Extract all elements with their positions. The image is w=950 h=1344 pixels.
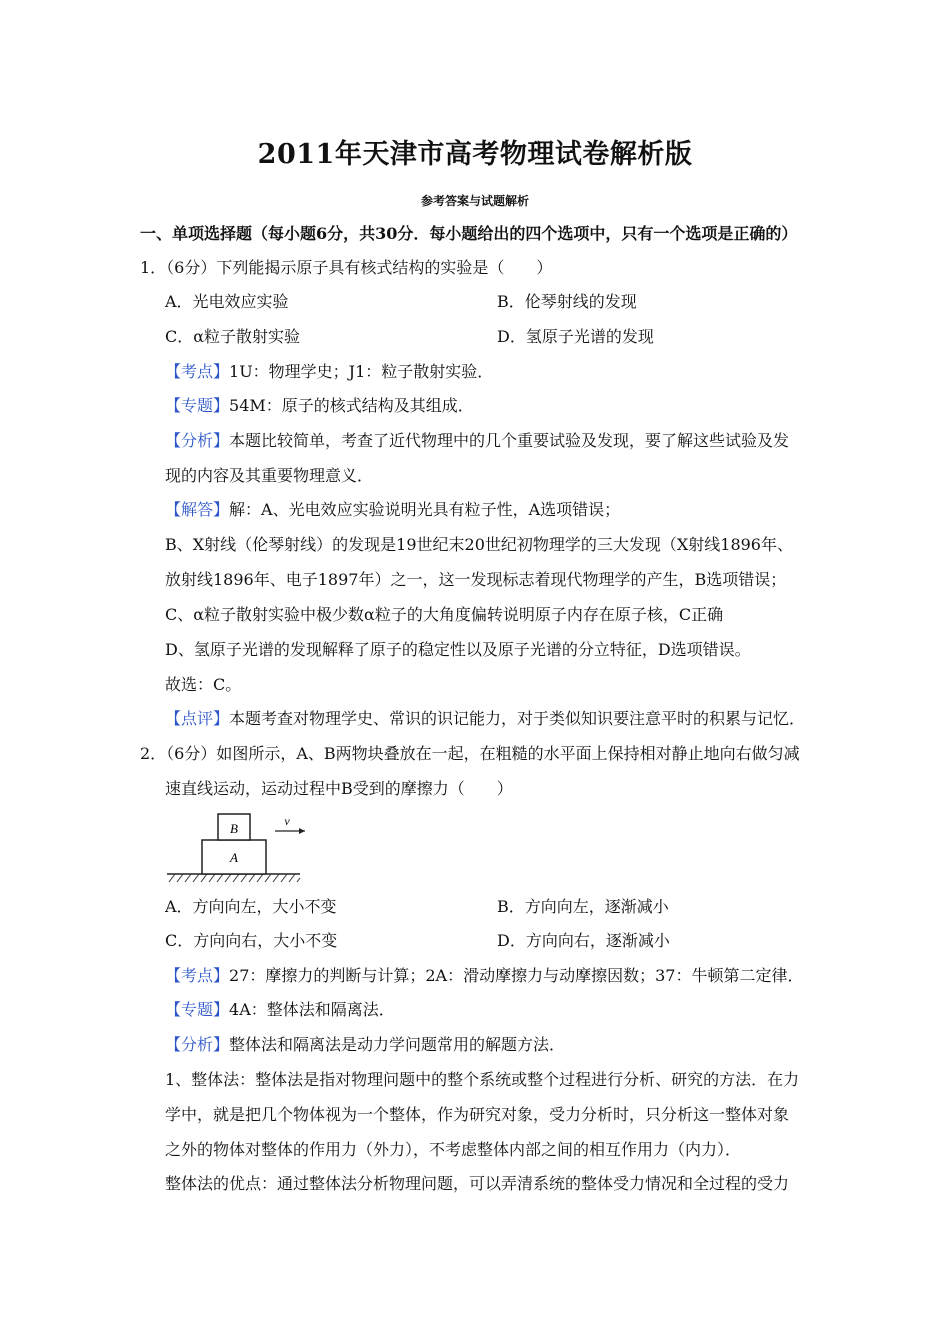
q2-option-a: A．方向向左，大小不变 bbox=[165, 897, 337, 916]
q2-option-d: D．方向向右，逐渐减小 bbox=[497, 931, 670, 950]
page-title: 2011年天津市高考物理试卷解析版 bbox=[257, 139, 693, 170]
q2-figure bbox=[165, 810, 315, 890]
q1-kaodian bbox=[165, 362, 493, 382]
q1-jieda-text-3: 放射线1896年、电子1897年）之一，这一发现标志着现代物理学的产生，B选项错误； bbox=[165, 570, 787, 589]
q2-fenxi-tag: 【分析】 bbox=[165, 1035, 230, 1054]
q1-jieda-text-1: 解：A、光电效应实验说明光具有粒子性，A选项错误； bbox=[229, 500, 621, 519]
q2-body-4: 整体法的优点：通过整体法分析物理问题，可以弄清系统的整体受力情况和全过程的受力 bbox=[165, 1174, 790, 1193]
q1-dianping bbox=[165, 709, 805, 729]
velocity-label: v bbox=[284, 814, 290, 828]
q2-zhuanti-tag: 【专题】 bbox=[165, 1000, 230, 1019]
q1-zhuanti-text: 54M：原子的核式结构及其组成． bbox=[229, 396, 474, 415]
q2-kaodian bbox=[165, 966, 803, 986]
q2-zhuanti bbox=[165, 1000, 395, 1020]
q1-kaodian-tag: 【考点】 bbox=[165, 362, 230, 381]
q1-fenxi-text-2: 现的内容及其重要物理意义． bbox=[165, 466, 374, 485]
q1-option-c: C．α粒子散射实验 bbox=[165, 327, 301, 346]
block-a-label: A bbox=[230, 850, 238, 865]
q2-body-3: 之外的物体对整体的作用力（外力），不考虑整体内部之间的相互作用力（内力）． bbox=[165, 1140, 742, 1159]
q1-option-d: D．氢原子光谱的发现 bbox=[497, 327, 654, 346]
q2-kaodian-text: 27：摩擦力的判断与计算；2A：滑动摩擦力与动摩擦因数；37：牛顿第二定律． bbox=[229, 966, 804, 985]
q1-dianping-tag: 【点评】 bbox=[165, 709, 230, 728]
q2-body-1: 1、整体法：整体法是指对物理问题中的整个系统或整个过程进行分析、研究的方法．在力 bbox=[165, 1070, 800, 1089]
q1-fenxi-tag: 【分析】 bbox=[165, 431, 230, 450]
q2-body-2: 学中，就是把几个物体视为一个整体，作为研究对象，受力分析时，只分析这一整体对象 bbox=[165, 1105, 790, 1124]
q2-stem-1: 2．（6分）如图所示，A、B两物块叠放在一起，在粗糙的水平面上保持相对静止地向右做匀减 bbox=[140, 744, 800, 763]
q1-jieda bbox=[165, 500, 620, 520]
q1-fenxi bbox=[165, 431, 789, 451]
q2-fenxi bbox=[165, 1035, 565, 1055]
stacked-blocks-diagram bbox=[165, 810, 315, 890]
velocity-arrowhead bbox=[299, 828, 305, 834]
q1-jieda-text-4: C、α粒子散射实验中极少数α粒子的大角度偏转说明原子内存在原子核，C正确 bbox=[165, 605, 724, 624]
q1-fenxi-text-1: 本题比较简单，考查了近代物理中的几个重要试验及发现，要了解这些试验及发 bbox=[229, 431, 790, 450]
q1-option-b: B．伦琴射线的发现 bbox=[497, 292, 637, 311]
q2-zhuanti-text: 4A：整体法和隔离法． bbox=[229, 1000, 395, 1019]
q2-option-b: B．方向向左，逐渐减小 bbox=[497, 897, 669, 916]
q1-jieda-text-6: 故选：C。 bbox=[165, 675, 242, 694]
q1-jieda-text-2: B、X射线（伦琴射线）的发现是19世纪末20世纪初物理学的三大发现（X射线1896年、 bbox=[165, 535, 793, 554]
q1-option-a: A．光电效应实验 bbox=[165, 292, 289, 311]
q2-stem-2: 速直线运动，运动过程中B受到的摩擦力（ ） bbox=[165, 779, 513, 798]
page-subtitle: 参考答案与试题解析 bbox=[420, 194, 529, 208]
q1-stem: 1．（6分）下列能揭示原子具有核式结构的实验是（ ） bbox=[140, 258, 553, 277]
q2-kaodian-tag: 【考点】 bbox=[165, 966, 230, 985]
block-b-label: B bbox=[230, 821, 238, 836]
q1-kaodian-text: 1U：物理学史；J1：粒子散射实验． bbox=[229, 362, 494, 381]
ground-hatching bbox=[169, 874, 300, 882]
q2-option-c: C．方向向右，大小不变 bbox=[165, 931, 338, 950]
q1-jieda-text-5: D、氢原子光谱的发现解释了原子的稳定性以及原子光谱的分立特征，D选项错误。 bbox=[165, 640, 751, 659]
q2-fenxi-text: 整体法和隔离法是动力学问题常用的解题方法． bbox=[229, 1035, 566, 1054]
q1-zhuanti bbox=[165, 396, 474, 416]
section-heading: 一、单项选择题（每小题6分，共30分．每小题给出的四个选项中，只有一个选项是正确的） bbox=[140, 224, 798, 243]
q1-dianping-text: 本题考查对物理学史、常识的识记能力，对于类似知识要注意平时的积累与记忆． bbox=[229, 709, 806, 728]
q1-zhuanti-tag: 【专题】 bbox=[165, 396, 230, 415]
q1-jieda-tag: 【解答】 bbox=[165, 500, 230, 519]
